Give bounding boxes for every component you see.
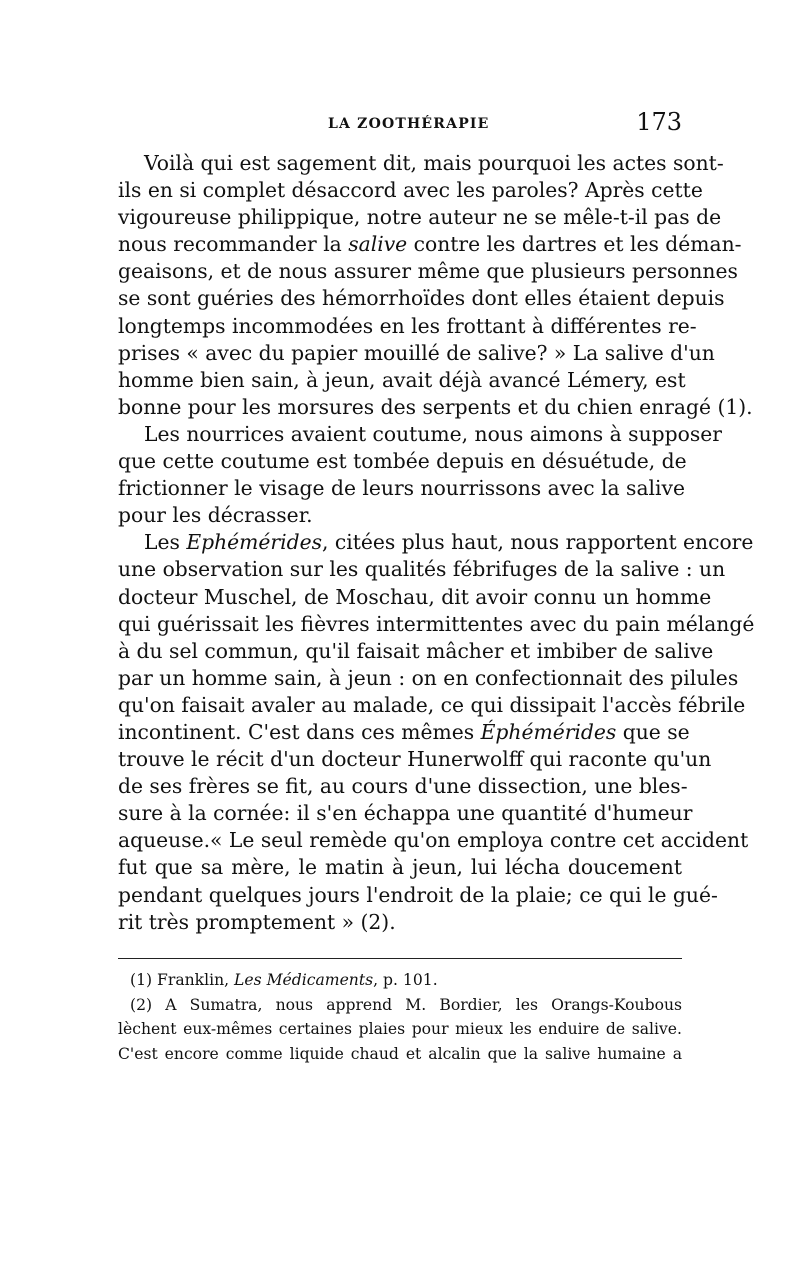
text-line: qu'on faisait avaler au malade, ce qui dissipait l'accès fébrile bbox=[118, 692, 746, 717]
text-line: fut que sa mère, le matin à jeun, lui lécha doucement bbox=[118, 855, 682, 880]
text-line: bonne pour les morsures des serpents et du chien enragé (1). bbox=[118, 394, 753, 419]
page-header bbox=[118, 108, 682, 144]
text-line: une observation sur les qualités fébrifuges de la salive : un bbox=[118, 557, 726, 582]
footnote-line: C'est encore comme liquide chaud et alcalin que la salive humaine a bbox=[118, 1044, 682, 1063]
body-text bbox=[118, 150, 755, 936]
footnotes bbox=[118, 968, 682, 1066]
text-line: nous recommander la salive contre les dartres et les déman- bbox=[118, 232, 742, 257]
text-line: vigoureuse philippique, notre auteur ne se mêle-t-il pas de bbox=[118, 205, 722, 230]
text-line: pendant quelques jours l'endroit de la plaie; ce qui le gué- bbox=[118, 882, 718, 907]
text-line: Les nourrices avaient coutume, nous aimons à supposer bbox=[144, 421, 722, 446]
text-line: rit très promptement » (2). bbox=[118, 909, 396, 934]
text-line: geaisons, et de nous assurer même que plusieurs personnes bbox=[118, 259, 738, 284]
text-line: Les Ephémérides, citées plus haut, nous rapportent encore bbox=[144, 530, 754, 555]
text-line: sure à la cornée: il s'en échappa une quantité d'humeur bbox=[118, 801, 693, 826]
text-line: ils en si complet désaccord avec les paroles? Après cette bbox=[118, 178, 703, 203]
text-line: à du sel commun, qu'il faisait mâcher et imbiber de salive bbox=[118, 638, 714, 663]
text-line: qui guérissait les fièvres intermittentes avec du pain mélangé bbox=[118, 611, 755, 636]
page-number: 173 bbox=[636, 108, 682, 136]
footnote-rule bbox=[118, 958, 682, 959]
text-line: aqueuse.« Le seul remède qu'on employa contre cet accident bbox=[118, 828, 749, 853]
footnote-line: (1) Franklin, Les Médicaments, p. 101. bbox=[130, 971, 438, 989]
text-line: longtemps incommodées en les frottant à différentes re- bbox=[118, 313, 697, 338]
text-line: frictionner le visage de leurs nourrissons avec la salive bbox=[118, 476, 685, 501]
text-line: de ses frères se fit, au cours d'une dissection, une bles- bbox=[118, 774, 688, 799]
text-line: homme bien sain, à jeun, avait déjà avancé Lémery, est bbox=[118, 367, 686, 392]
text-line: pour les décrasser. bbox=[118, 503, 313, 528]
text-line: se sont guéries des hémorrhoïdes dont elles étaient depuis bbox=[118, 286, 725, 311]
footnote-line: lèchent eux-mêmes certaines plaies pour mieux les enduire de salive. bbox=[118, 1020, 682, 1038]
text-line: que cette coutume est tombée depuis en désuétude, de bbox=[118, 449, 687, 474]
text-line: incontinent. C'est dans ces mêmes Éphémérides que se bbox=[118, 719, 690, 744]
text-line: prises « avec du papier mouillé de salive? » La salive d'un bbox=[118, 340, 715, 365]
text-line: trouve le récit d'un docteur Hunerwolff qui raconte qu'un bbox=[118, 747, 712, 772]
footnote-line: (2) A Sumatra, nous apprend M. Bordier, les Orangs-Koubous bbox=[130, 995, 682, 1014]
text-line: Voilà qui est sagement dit, mais pourquoi les actes sont- bbox=[144, 151, 724, 175]
running-title: LA ZOOTHÉRAPIE bbox=[328, 116, 490, 132]
text-line: docteur Muschel, de Moschau, dit avoir connu un homme bbox=[118, 584, 712, 609]
text-line: par un homme sain, à jeun : on en confectionnait des pilules bbox=[118, 665, 739, 690]
